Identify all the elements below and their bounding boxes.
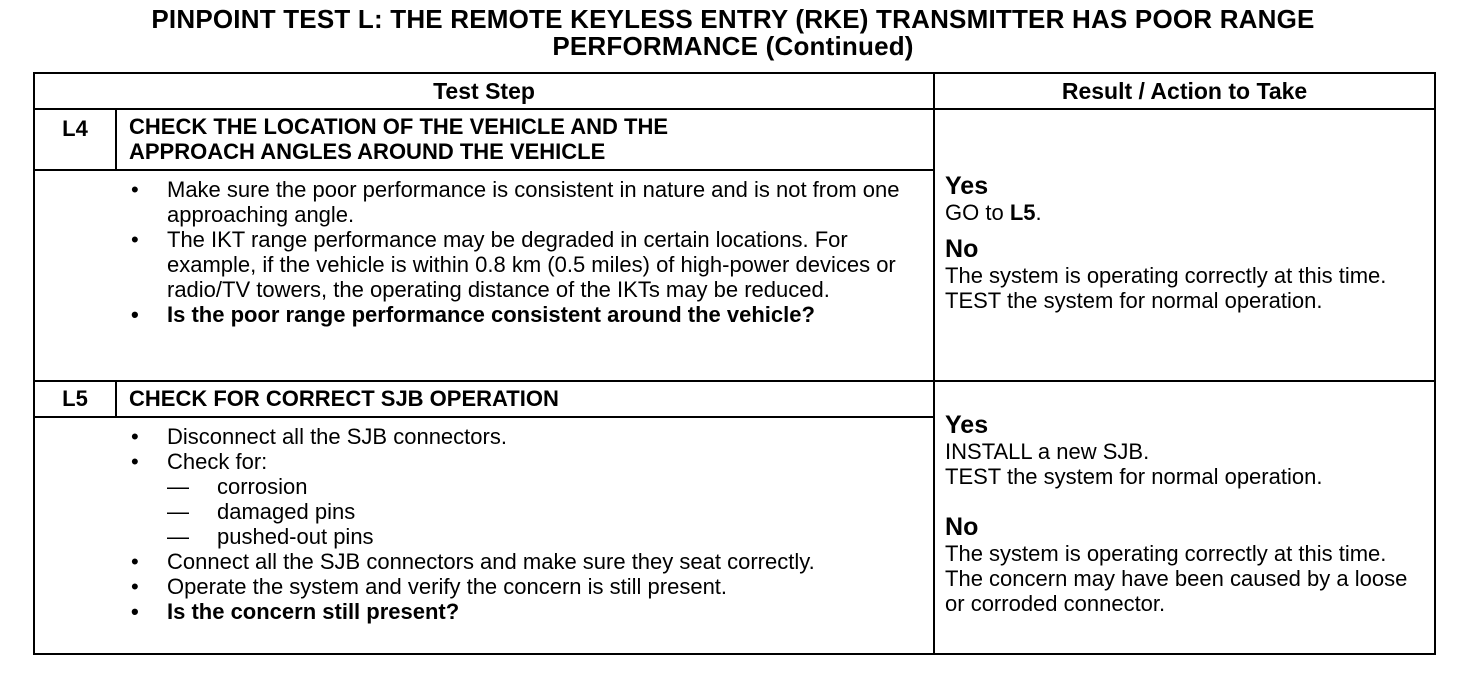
result-l5-no-label: No xyxy=(945,513,979,541)
page-title xyxy=(0,6,1466,60)
result-l5-yes-label: Yes xyxy=(945,411,989,439)
step-l5-sub-item-2: — damaged pins xyxy=(129,499,925,524)
step-l5-bullet-2: • Check for: xyxy=(129,449,925,474)
result-l4-yes-label: Yes xyxy=(945,171,989,200)
result-l4-goto-step: L5 xyxy=(1009,199,1036,225)
result-l4-no-label: No xyxy=(945,234,979,263)
step-l5-bullet-3: • Connect all the SJB connectors and make sure they seat correctly. xyxy=(129,549,925,574)
result-l5-no-action: The system is operating correctly at this time. The concern may have been caused by a loose or corroded connector. xyxy=(945,541,1408,616)
step-l5-bullet-4: • Operate the system and verify the concern is still present. xyxy=(129,574,925,599)
result-l4-yes-end: . xyxy=(1035,199,1042,225)
step-heading-l4-line2: APPROACH ANGLES AROUND THE VEHICLE xyxy=(129,139,606,164)
result-l4-no-action: The system is operating correctly at this time. TEST the system for normal operation. xyxy=(945,262,1387,313)
step-l4-bullet-1: • Make sure the poor performance is consistent in nature and is not from one approaching angle. xyxy=(129,177,925,227)
header-row xyxy=(34,73,1435,109)
step-l4-bullet-list xyxy=(129,177,925,327)
step-row-l4-heading xyxy=(34,109,1435,170)
col-header-test-step: Test Step xyxy=(34,73,934,109)
col-header-result: Result / Action to Take xyxy=(934,73,1435,109)
result-l4-yes-action xyxy=(945,200,1424,225)
step-heading-l4 xyxy=(116,109,934,170)
step-l5-bullet-1: • Disconnect all the SJB connectors. xyxy=(129,424,925,449)
step-body-l4 xyxy=(34,170,934,381)
result-l5-yes-line1: INSTALL a new SJB. xyxy=(945,439,1150,464)
result-l4-yes-text: GO to xyxy=(945,199,1010,225)
step-l4-question: • Is the poor range performance consistent around the vehicle? xyxy=(129,302,925,327)
pinpoint-test-table xyxy=(33,72,1436,655)
step-l4-bullet-2: • The IKT range performance may be degraded in certain locations. For example, if the vehicle is within 0.8 km (0.5 miles) of high-power devices or radio/TV towers, the operating distance of the IKTs may be reduced. xyxy=(129,227,925,302)
result-l4 xyxy=(934,109,1435,381)
step-id-l4: L4 xyxy=(34,109,116,170)
step-body-l5 xyxy=(34,417,934,654)
step-heading-l5: CHECK FOR CORRECT SJB OPERATION xyxy=(116,381,934,417)
title-line-1: PINPOINT TEST L: THE REMOTE KEYLESS ENTRY (RKE) TRANSMITTER HAS POOR RANGE xyxy=(151,4,1315,34)
title-line-2: PERFORMANCE (Continued) xyxy=(552,31,914,61)
result-l5-yes-line2: TEST the system for normal operation. xyxy=(945,464,1323,489)
step-row-l5-heading xyxy=(34,381,1435,417)
step-l5-sub-item-3: — pushed-out pins xyxy=(129,524,925,549)
step-l5-question: • Is the concern still present? xyxy=(129,599,925,624)
result-l5 xyxy=(934,381,1435,654)
step-l5-bullet-list xyxy=(129,424,925,624)
step-id-l5: L5 xyxy=(34,381,116,417)
step-l5-sub-item-1: — corrosion xyxy=(129,474,925,499)
step-heading-l4-line1: CHECK THE LOCATION OF THE VEHICLE AND THE xyxy=(129,114,668,139)
